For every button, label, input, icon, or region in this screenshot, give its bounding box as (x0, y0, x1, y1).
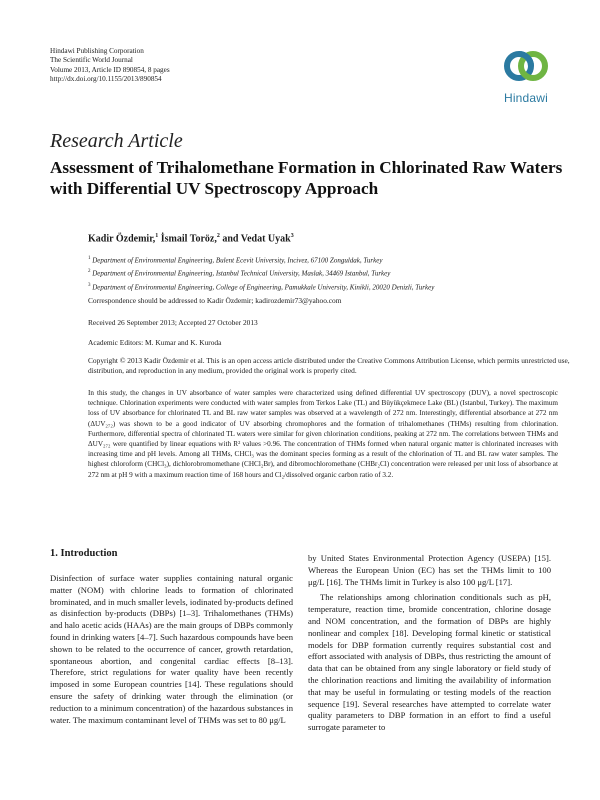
journal-header (50, 47, 350, 84)
affiliation-1-text: Department of Environmental Engineering, Bulent Ecevit University, Incivez, 67100 Zonguldak, Turkey (92, 256, 383, 265)
author-list (88, 233, 294, 244)
author-3: and Vedat Uyak (219, 233, 291, 245)
author-2-sup: 2 (216, 233, 220, 239)
correspondence: Correspondence should be addressed to Kadir Özdemir; kadirozdemir73@yahoo.com (88, 296, 342, 305)
affiliation-3-sup: 3 (88, 282, 91, 288)
affiliation-2-sup: 2 (88, 269, 91, 275)
affiliations (88, 253, 578, 293)
section-heading: 1. Introduction (50, 548, 118, 559)
affiliation-2 (88, 266, 578, 279)
logo-text: Hindawi (503, 91, 549, 105)
intro-paragraph-1: Disinfection of surface water supplies containing natural organic matter (NOM) with chlorine leads to formation of chlorinated brominated, and in much smaller levels, iodinated by-products defined as disinfection by-products (DBPs) [1–3]. Trihalomethanes (THMs) and halo acetic acids (HAAs) are the main groups of DBPs commonly found in drinking waters [4–7]. Such hazardous compounds have been shown to be related to the occurrence of cancer, growth retardation, spontaneous abortion, and congenital cardiac effects [8–13]. Therefore, strict regulations for water quality have been recently imposed in some European countries [14]. These regulations should ensure the safety of drinking water through the elimination (or reduction to a minimum concentration) of the hazardous substances in water. The maximum contaminant level of THMs was set to 80 μg/L (50, 573, 293, 725)
affiliation-3 (88, 280, 578, 293)
paper-title: Assessment of Trihalomethane Formation in Chlorinated Raw Waters with Differential UV Spectroscopy Approach (50, 158, 563, 198)
affiliation-2-text: Department of Environmental Engineering, Istanbul Technical University, Maslak, 34469 Istanbul, Turkey (92, 269, 391, 278)
author-3-sup: 3 (290, 233, 294, 239)
volume-info: Volume 2013, Article ID 890854, 8 pages (50, 65, 170, 74)
intro-column-left (50, 573, 293, 726)
intro-column-right (308, 553, 551, 734)
doi-link[interactable]: http://dx.doi.org/10.1155/2013/890854 (50, 74, 162, 83)
author-2: İsmail Toröz, (158, 233, 217, 245)
publisher-name: Hindawi Publishing Corporation (50, 47, 144, 55)
author-1-sup: 1 (155, 233, 159, 239)
author-1: Kadir Özdemir, (88, 233, 156, 245)
abstract: In this study, the changes in UV absorbance of water samples were characterized using defined differential UV spectroscopy (DUV), a novel spectroscopic technique. Chlorination experiments were conducted with water samples from Terkos Lake (TL) and Büyükçekmece Lake (BL) (Istanbul, Turkey). The maximum loss of UV absorbance for chlorinated TL and BL raw water samples was observed at a wavelength of 272 nm. Interestingly, differential absorbance at 272 nm (ΔUV₂₇₂) was shown to be a good indicator of UV absorbing chromophores and the formation of trihalomethanes (THMs) resulting from chlorination. Furthermore, differential spectra of chlorinated TL waters were similar for given chlorination conditions, peaking at 272 nm. The correlations between THMs and ΔUV₂₇₂ were quantified by linear equations with R² values >0.96. The concentration of THMs formed when natural organic matter is chlorinated increases with increasing time and pH levels. Among all THMs, CHCl₃ was the dominant species forming as a result of the chlorination of TL and BL raw water samples. The highest chloroform (CHCl₃), dichlorobromomethane (CHCl₂Br), and dibromochloromethane (CHBr₂Cl) concentration were released per unit loss of absorbance at 272 nm at pH 9 with a maximum reaction time of 168 hours and Cl₂/dissolved organic carbon ratio of 3.2. (88, 389, 558, 479)
academic-editors: Academic Editors: M. Kumar and K. Kuroda (88, 338, 222, 347)
affiliation-1-sup: 1 (88, 256, 91, 261)
intro-paragraph-1-cont: by United States Environmental Protection Agency (USEPA) [15]. Whereas the European Union (EC) has set the THMs limit to 100 μg/L [16]. The THMs limit in Turkey is also 100 μg/L [17]. (308, 553, 551, 587)
article-type: Research Article (50, 130, 183, 152)
received-dates: Received 26 September 2013; Accepted 27 October 2013 (88, 318, 258, 327)
affiliation-3-text: Department of Environmental Engineering, College of Engineering, Pamukkale University, Kinikli, 20020 Denizli, Turkey (92, 282, 435, 291)
journal-name: The Scientific World Journal (50, 56, 133, 65)
intro-paragraph-2: The relationships among chlorination conditionals such as pH, temperature, reaction time, bromide concentration, chlorine dosage and NOM concentration, and the formation of DBPs are highly nonlinear and complex [18]. Developing formal kinetic or statistical models for DBP formation currently requires substantial cost and effort associated with analysis of DBPs, thus restricting the amount of data that can be obtained from any single laboratory or field study of the chlorination reactions and limiting the availability of information that may be useful in formulating or testing models of the reaction sequence [19]. Several researches have attempted to correlate water quality parameters to DBP formation in an effort to find a useful surrogate parameter to (308, 592, 551, 733)
copyright-notice: Copyright © 2013 Kadir Özdemir et al. This is an open access article distributed under the Creative Commons Attribution License, which permits unrestricted use, distribution, and reproduction in any medium, provided the original work is properly cited. (88, 356, 570, 375)
hindawi-logo (496, 44, 556, 106)
hindawi-rings-icon (496, 44, 556, 90)
affiliation-1 (88, 253, 578, 266)
